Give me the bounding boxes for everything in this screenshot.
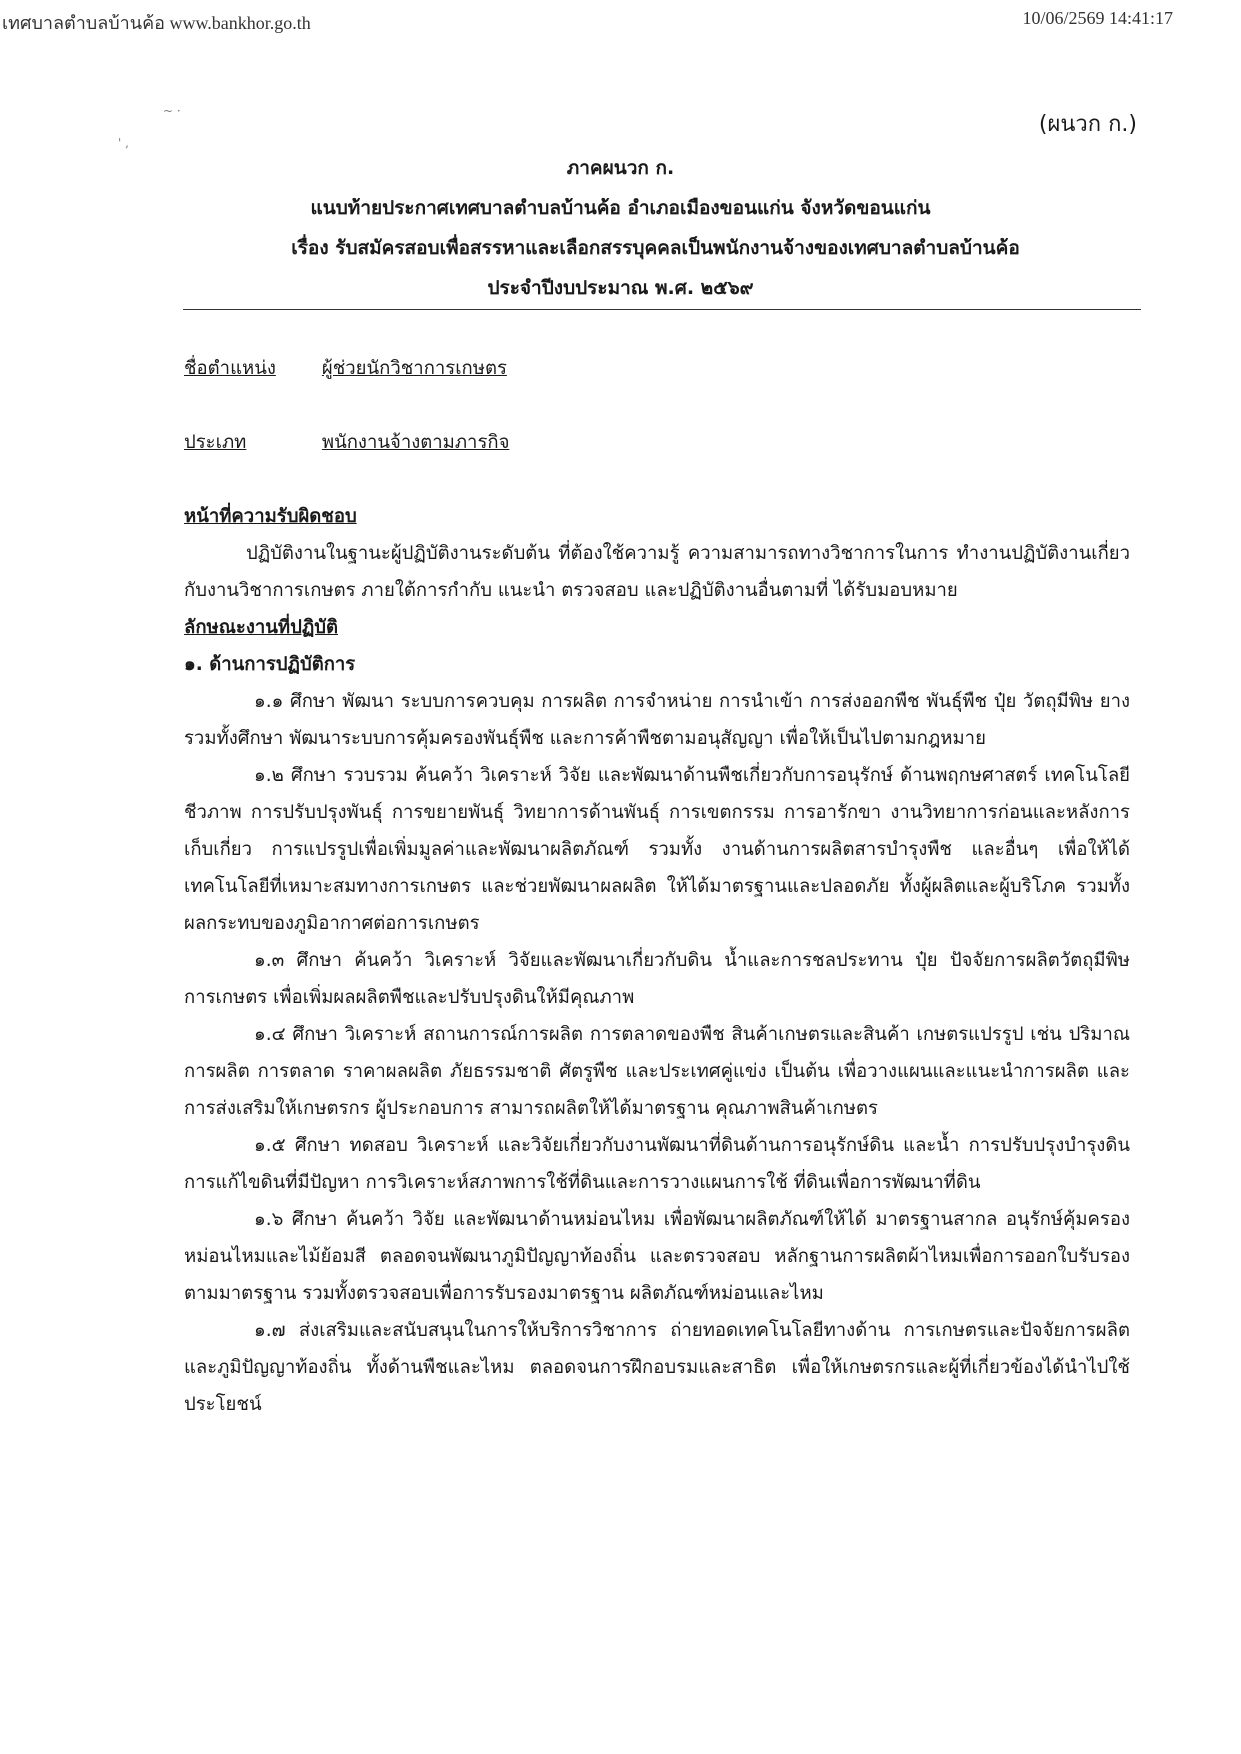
- list-item: ๑.๒ ศึกษา รวบรวม ค้นคว้า วิเคราะห์ วิจัย และพัฒนาด้านพืชเกี่ยวกับการอนุรักษ์ ด้านพฤกษศาสตร์ เทคโนโลยีชีวภาพ การปรับปรุงพันธุ์ การขยายพันธุ์ วิทยาการด้านพันธุ์ การเขตกรรม การอารักขา งานวิทยาการก่อนและหลังการเก็บเกี่ยว การแปรรูปเพื่อเพิ่มมูลค่าและพัฒนาผลิตภัณฑ์ รวมทั้ง งานด้านการผลิตสารบำรุงพืช และอื่นๆ เพื่อให้ได้เทคโนโลยีที่เหมาะสมทางการเกษตร และช่วยพัฒนาผลผลิต ให้ได้มาตรฐานและปลอดภัย ทั้งผู้ผลิตและผู้บริโภค รวมทั้งผลกระทบของภูมิอากาศต่อการเกษตร: [184, 765, 1130, 934]
- section-1-title: ๑. ด้านการปฏิบัติการ: [184, 654, 356, 675]
- type-label: ประเภท: [184, 432, 247, 453]
- attachment-label: (ผนวก ก.): [1038, 112, 1137, 137]
- print-header: [0, 8, 1241, 34]
- list-item: ๑.๗ ส่งเสริมและสนับสนุนในการให้บริการวิชาการ ถ่ายทอดเทคโนโลยีทางด้าน การเกษตรและปัจจัยการผลิต และภูมิปัญญาท้องถิ่น ทั้งด้านพืชและไหม ตลอดจนการฝึกอบรมและสาธิต เพื่อให้เกษตรกรและผู้ที่เกี่ยวข้องได้นำไปใช้ประโยชน์: [184, 1320, 1130, 1415]
- document-heading: [0, 148, 1241, 308]
- heading-divider: [183, 309, 1141, 310]
- scan-speck: ' ,: [118, 136, 129, 150]
- list-item: ๑.๔ ศึกษา วิเคราะห์ สถานการณ์การผลิต การตลาดของพืช สินค้าเกษตรและสินค้า เกษตรแปรรูป เช่น ปริมาณการผลิต การตลาด ราคาผลผลิต ภัยธรรมชาติ ศัตรูพืช และประเทศคู่แข่ง เป็นต้น เพื่อวางแผนและแนะนำการผลิต และการส่งเสริมให้เกษตรกร ผู้ประกอบการ สามารถผลิตให้ได้มาตรฐาน คุณภาพสินค้าเกษตร: [184, 1024, 1130, 1119]
- list-item: ๑.๓ ศึกษา ค้นคว้า วิเคราะห์ วิจัยและพัฒนาเกี่ยวกับดิน น้ำและการชลประทาน ปุ๋ย ปัจจัยการผลิตวัตถุมีพิษการเกษตร เพื่อเพิ่มผลผลิตพืชและปรับปรุงดินให้มีคุณภาพ: [184, 950, 1130, 1008]
- print-header-site: เทศบาลตำบลบ้านค้อ www.bankhor.go.th: [2, 13, 311, 33]
- list-item: ๑.๕ ศึกษา ทดสอบ วิเคราะห์ และวิจัยเกี่ยวกับงานพัฒนาที่ดินด้านการอนุรักษ์ดิน และน้ำ การปรับปรุงบำรุงดิน การแก้ไขดินที่มีปัญหา การวิเคราะห์สภาพการใช้ที่ดินและการวางแผนการใช้ ที่ดินเพื่อการพัฒนาที่ดิน: [184, 1135, 1130, 1193]
- type-field: [184, 424, 1130, 461]
- type-value: พนักงานจ้างตามภารกิจ: [321, 432, 510, 453]
- position-field: [184, 350, 1130, 387]
- scan-speck: ~ ·: [163, 104, 181, 118]
- document-body: [184, 350, 1130, 1423]
- position-label: ชื่อตำแหน่ง: [184, 358, 276, 379]
- job-nature-title: ลักษณะงานที่ปฏิบัติ: [184, 617, 339, 638]
- list-item: ๑.๑ ศึกษา พัฒนา ระบบการควบคุม การผลิต การจำหน่าย การนำเข้า การส่งออกพืช พันธุ์พืช ปุ๋ย วัตถุมีพิษ ยาง รวมทั้งศึกษา พัฒนาระบบการคุ้มครองพันธุ์พืช และการค้าพืชตามอนุสัญญา เพื่อให้เป็นไปตามกฎหมาย: [184, 691, 1130, 749]
- duties-title: หน้าที่ความรับผิดชอบ: [184, 506, 357, 527]
- heading-line-4: ประจำปีงบประมาณ พ.ศ. ๒๕๖๙: [487, 277, 754, 299]
- duties-text: ปฏิบัติงานในฐานะผู้ปฏิบัติงานระดับต้น ที่ต้องใช้ความรู้ ความสามารถทางวิชาการในการ ทำงานปฏิบัติงานเกี่ยวกับงานวิชาการเกษตร ภายใต้การกำกับ แนะนำ ตรวจสอบ และปฏิบัติงานอื่นตามที่ ได้รับมอบหมาย: [184, 543, 1130, 601]
- heading-line-1: ภาคผนวก ก.: [566, 157, 675, 179]
- heading-line-2: แนบท้ายประกาศเทศบาลตำบลบ้านค้อ อำเภอเมืองขอนแก่น จังหวัดขอนแก่น: [310, 197, 931, 219]
- heading-line-3: เรื่อง รับสมัครสอบเพื่อสรรหาและเลือกสรรบุคคลเป็นพนักงานจ้างของเทศบาลตำบลบ้านค้อ: [291, 237, 1020, 259]
- list-item: ๑.๖ ศึกษา ค้นคว้า วิจัย และพัฒนาด้านหม่อนไหม เพื่อพัฒนาผลิตภัณฑ์ให้ได้ มาตรฐานสากล อนุรักษ์คุ้มครองหม่อนไหมและไม้ย้อมสี ตลอดจนพัฒนาภูมิปัญญาท้องถิ่น และตรวจสอบ หลักฐานการผลิตผ้าไหมเพื่อการออกใบรับรองตามมาตรฐาน รวมทั้งตรวจสอบเพื่อการรับรองมาตรฐาน ผลิตภัณฑ์หม่อนและไหม: [184, 1209, 1130, 1304]
- position-value: ผู้ช่วยนักวิชาการเกษตร: [321, 358, 507, 379]
- print-header-datetime: 10/06/2569 14:41:17: [1022, 8, 1173, 28]
